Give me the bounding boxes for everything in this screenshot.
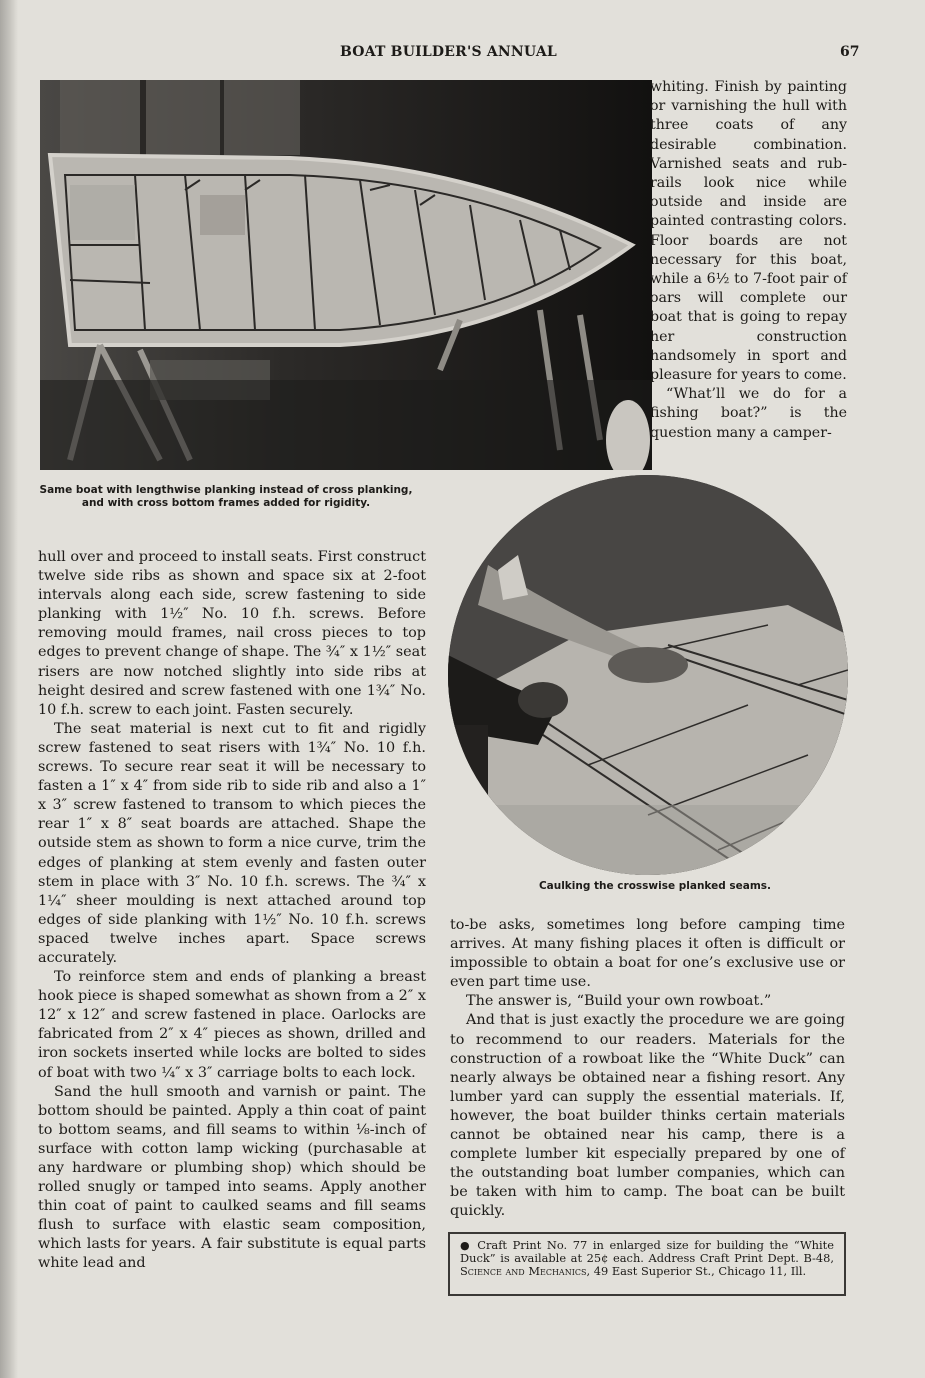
caulking-photo-illustration (448, 475, 848, 875)
right-column-top-text (650, 78, 847, 443)
notice-text: Craft Print No. 77 in enlarged size for building the “White Duck” is available at 25¢ each. Address Craft Print Dept. B-48, (460, 1238, 834, 1266)
paragraph: And that is just exactly the procedure we are going to recommend to our readers. Materials for the construction of a rowboat like the “White Duck” can nearly always be obtained near a fishing resort. Any lumber yard can supply the essential materials. If, however, the boat builder thinks certain materials cannot be obtained near his camp, there is a complete lumber kit especially prepared by one of the outstanding boat lumber companies, which can be taken with him to camp. The boat can be built quickly. (450, 1012, 845, 1220)
hull-photo-caption: Same boat with lengthwise planking instead of cross planking, and with cross bottom frames added for rigidity. (39, 484, 413, 509)
caulking-photo-caption: Caulking the crosswise planked seams. (538, 880, 772, 892)
caulking-photo (448, 475, 848, 875)
paragraph: Sand the hull smooth and varnish or paint. The bottom should be painted. Apply a thin coat of paint to bottom seams, and fill seams to within ⅛-inch of surface with cotton lamp wicking (purchasable at any hardware or plumbing shop) which should be rolled snugly or tamped into seams. Apply another thin coat of paint to caulked seams and fill seams flush to surface with elastic seam composition, which lasts for years. A fair substitute is equal parts white lead and (38, 1083, 426, 1272)
left-column-text (38, 548, 426, 1274)
bullet-icon: ● (460, 1239, 472, 1252)
publication-name: Science and Mechanics (460, 1264, 587, 1279)
right-column-bottom-text (450, 916, 845, 1222)
paragraph: The seat material is next cut to fit and rigidly screw fastened to seat risers with 1¾″ No. 10 f.h. screws. To secure rear seat it will be necessary to fasten a 1″ x 4″ from side rib to side rib and also a 1″ x 3″ screw fastened to transom to which pieces the rear 1″ x 8″ seat boards are attached. Shape the outside stem as shown to form a nice curve, trim the edges of planking at stem evenly and fasten outer stem in place with 3″ No. 10 f.h. screws. The ¾″ x 1¼″ sheer moulding is next attached around top edges of side planking with 1½″ No. 10 f.h. screws spaced twelve inches apart. Space screws accurately. (38, 720, 426, 966)
paragraph: The answer is, “Build your own rowboat.” (466, 993, 772, 1010)
paragraph: To reinforce stem and ends of planking a breast hook piece is shaped somewhat as shown from a 2″ x 12″ x 12″ and screw fastened in place. Oarlocks are fabricated from 2″ x 4″ pieces as shown, drilled and iron sockets inserted while locks are bolted to sides of boat with two ¼″ x 3″ carriage bolts to each lock. (38, 969, 426, 1081)
craft-print-notice-box (448, 1232, 846, 1296)
paragraph: to-be asks, sometimes long before camping time arrives. At many fishing places it often is difficult or impossible to obtain a boat for one’s exclusive use or even part time use. (450, 917, 845, 991)
page-binding-shadow (0, 0, 18, 1378)
page-number: 67 (840, 44, 860, 60)
paragraph: “What’ll we do for a fishing boat?” is the question many a camper- (650, 386, 847, 441)
hull-photo-illustration (40, 80, 652, 470)
paragraph: hull over and proceed to install seats. First construct twelve side ribs as shown and space six at 2-foot intervals along each side, screw fastening to side planking with 1½″ No. 10 f.h. screws. Before removing mould frames, nail cross pieces to top edges to prevent change of shape. The ¾″ x 1½″ seat risers are now notched slightly into side ribs at height desired and screw fastened with one 1¾″ No. 10 f.h. screw to each joint. Fasten securely. (38, 549, 426, 718)
notice-address: , 49 East Superior St., Chicago 11, Ill. (586, 1264, 807, 1279)
running-head: BOAT BUILDER'S ANNUAL (340, 44, 557, 60)
hull-photo (40, 80, 652, 470)
paragraph: whiting. Finish by painting or varnishing the hull with three coats of any desirable combination. Varnished seats and rub-rails look nice while outside and inside are painted contrasting colors. Floor boards are not necessary for this boat, while a 6½ to 7-foot pair of oars will complete our boat that is going to repay her construction handsomely in sport and pleasure for years to come. (650, 79, 847, 384)
